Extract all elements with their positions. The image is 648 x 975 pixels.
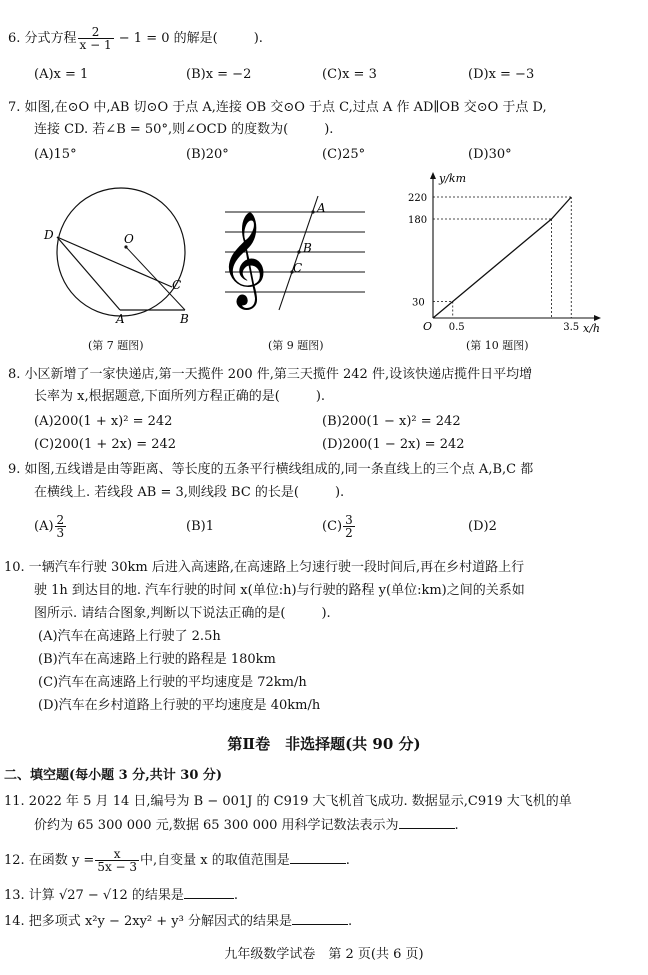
origin-label: O (423, 320, 433, 333)
label-b: B (303, 241, 312, 255)
q6-option-b: (B)x = −2 (186, 67, 252, 82)
figure-7-circle-diagram (30, 185, 200, 333)
label-b: B (180, 312, 189, 326)
q9-option-d: (D)2 (468, 519, 497, 534)
y-axis-label: y/km (439, 172, 467, 185)
page-footer: 九年级数学试卷 第 2 页(共 6 页) (224, 947, 424, 962)
x-axis-arrow-icon (594, 315, 601, 321)
segment-ad (57, 237, 120, 310)
circle-o (57, 188, 185, 316)
fill-in-section-header: 二、填空题(每小题 3 分,共计 30 分) (4, 768, 223, 783)
y-tick-180: 180 (408, 215, 428, 226)
q10-line1: 10. 一辆汽车行驶 30km 后进入高速路,在高速路上匀速行驶一段时间后,再在乡村道路上行 (4, 560, 525, 575)
q6-option-c: (C)x = 3 (322, 67, 377, 82)
q9-option-a: (A) $\frac{2}{3}$ (34, 513, 65, 540)
q7-option-b: (B)20° (186, 147, 229, 162)
q9-option-b: (B)1 (186, 519, 214, 534)
section-2-title: 第Ⅱ卷 非选择题(共 90 分) (227, 735, 421, 753)
q11-line1: 11. 2022 年 5 月 14 日,编号为 B − 001J 的 C919 大飞机首飞成功. 数据显示,C919 大飞机的单 (4, 794, 572, 809)
q7-line2: 连接 CD. 若∠B = 50°,则∠OCD 的度数为( ). (34, 122, 334, 137)
x-tick-0-5: 0.5 (448, 322, 465, 333)
label-c: C (293, 261, 303, 275)
label-a: A (116, 312, 125, 326)
q12-stem: 12. 在函数 y = $\frac{x}{5x - 3}$ 中,自变量 x 的取值范围是 . (4, 847, 350, 874)
q9-line2: 在横线上. 若线段 AB = 3,则线段 BC 的长是( ). (34, 485, 345, 500)
label-c: C (172, 278, 182, 292)
y-axis-arrow-icon (430, 172, 436, 179)
figure-9-caption: (第 9 题图) (268, 339, 324, 352)
q8-option-c: (C)200(1 + 2x) = 242 (34, 437, 177, 452)
segment-cd (57, 237, 172, 287)
q10-line2: 驶 1h 到达目的地. 汽车行驶的时间 x(单位:h)与行驶的路程 y(单位:km)之间的关系如 (34, 583, 525, 598)
q10-line3: 图所示. 请结合图象,判断以下说法正确的是( ). (34, 606, 331, 621)
q7-option-c: (C)25° (322, 147, 366, 162)
q12-answer-blank (290, 851, 346, 864)
q13-answer-blank (184, 886, 234, 899)
label-d: D (44, 228, 54, 242)
q8-option-b: (B)200(1 − x)² = 242 (322, 414, 461, 429)
figure-7-caption: (第 7 题图) (88, 339, 144, 352)
q10-option-c: (C)汽车在高速路上行驶的平均速度是 72km/h (38, 675, 307, 690)
q13-stem: 13. 计算 √27 − √12 的结果是 . (4, 888, 239, 903)
y-tick-220: 220 (408, 193, 428, 204)
figure-10-caption: (第 10 题图) (466, 339, 529, 352)
q9-line1: 9. 如图,五线谱是由等距离、等长度的五条平行横线组成的,同一条直线上的三个点 A,B,C 都 (8, 462, 534, 477)
point-b (297, 250, 300, 253)
q10-option-b: (B)汽车在高速路上行驶的路程是 180km (38, 652, 276, 667)
q7-line1: 7. 如图,在⊙O 中,AB 切⊙O 于点 A,连接 OB 交⊙O 于点 C,过点 A 作 AD∥OB 交⊙O 于点 D, (8, 100, 547, 115)
label-a: A (317, 201, 326, 215)
q10-option-a: (A)汽车在高速路上行驶了 2.5h (38, 629, 221, 644)
q8-line1: 8. 小区新增了一家快递店,第一天揽件 200 件,第三天揽件 242 件,设该快递店揽件日平均增 (8, 367, 533, 382)
q7-option-d: (D)30° (468, 147, 512, 162)
figure-9-staff-diagram (215, 190, 375, 320)
q14-stem: 14. 把多项式 x²y − 2xy² + y³ 分解因式的结果是 . (4, 914, 353, 929)
q8-option-a: (A)200(1 + x)² = 242 (34, 414, 173, 429)
q11-line2: 价约为 65 300 000 元,数据 65 300 000 用科学记数法表示为 . (34, 818, 459, 833)
q8-line2: 长率为 x,根据题意,下面所列方程正确的是( ). (34, 389, 326, 404)
label-o: O (124, 232, 134, 246)
q14-answer-blank (292, 912, 348, 925)
q10-option-d: (D)汽车在乡村道路上行驶的平均速度是 40km/h (38, 698, 321, 713)
x-axis-label: x/h (583, 322, 600, 333)
question-6-stem: 6. 分式方程 $\frac{2}{x - 1}$ − 1 = 0 的解是( ). (8, 25, 263, 52)
q8-option-d: (D)200(1 − 2x) = 242 (322, 437, 465, 452)
q7-option-a: (A)15° (34, 147, 77, 162)
figure-10-line-graph (405, 168, 605, 333)
q6-option-d: (D)x = −3 (468, 67, 535, 82)
q11-answer-blank (399, 816, 455, 829)
point-a (311, 210, 314, 213)
question-6-fraction: $\frac{2}{x - 1}$ (79, 25, 112, 52)
treble-clef-icon: 𝄞 (219, 211, 268, 306)
q6-option-a: (A)x = 1 (34, 67, 89, 82)
q12-fraction: $\frac{x}{5x - 3}$ (97, 847, 138, 874)
x-tick-3-5: 3.5 (563, 322, 580, 333)
q9-option-c: (C) $\frac{3}{2}$ (322, 513, 353, 540)
y-tick-30: 30 (412, 297, 425, 309)
distance-series-line (433, 197, 571, 318)
